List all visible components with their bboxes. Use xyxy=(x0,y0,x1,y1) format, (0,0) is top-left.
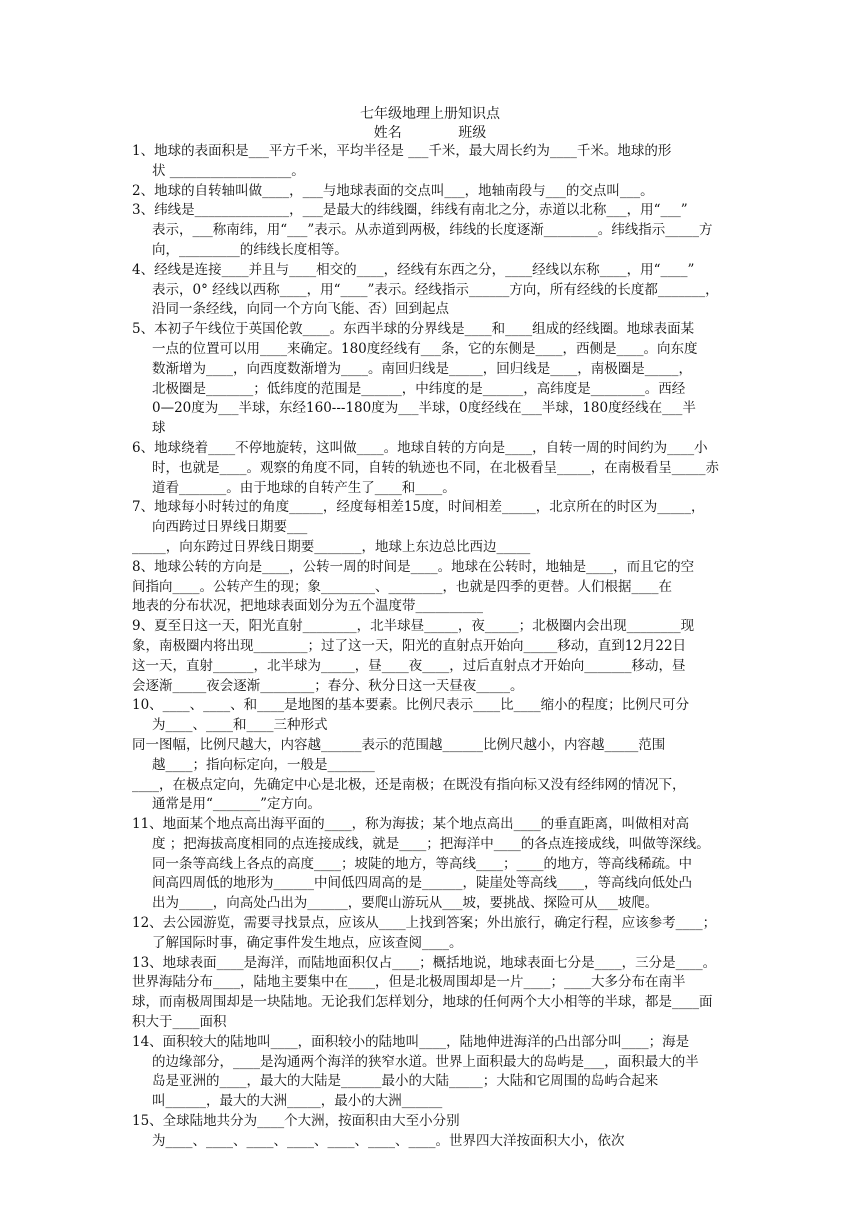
text-line: 2、地球的自转轴叫做____，___与地球表面的交点叫___，地轴南段与___的交点叫___。 xyxy=(132,182,654,199)
text-line: 15、全球陆地共分为____个大洲，按面积由大至小分别 xyxy=(132,1113,460,1130)
text-line: 球，而南极周围却是一块陆地。无论我们怎样划分，地球的任何两个大小相等的半球，都是____面 xyxy=(132,994,713,1011)
text-line: 为____、____和____三种形式 xyxy=(152,717,328,734)
text-line: 的边缘部分，____是沟通两个海洋的狭窄水道。世界上面积最大的岛屿是___，面积最大的半 xyxy=(152,1053,699,1070)
question-list xyxy=(132,142,732,1152)
text-line: 3、纬线是______________，___是最大的纬线圈，纬线有南北之分，赤道以北称___，用“___” xyxy=(132,202,688,219)
text-line: 积大于____面积 xyxy=(132,1014,227,1031)
class-label: 班级 xyxy=(458,125,487,141)
text-line: 4、经线是连接____并且与____相交的____，经线有东西之分，____经线以东称____，用“____” xyxy=(132,261,695,278)
text-line: 会逐渐_____夜会逐渐________；春分、秋分日这一天昼夜_____。 xyxy=(132,677,524,694)
text-line: 度 ；把海拔高度相同的点连接成线，就是____；把海洋中____的各点连接成线，叫做等深线。 xyxy=(152,835,710,852)
text-line: 这一天，直射______，北半球为_____，昼____夜____，过后直射点才开始向_______移动，昼 xyxy=(132,657,686,674)
text-line: 北极圈是_______；低纬度的范围是______，中纬度的是______，高纬度是________。西经 xyxy=(152,380,686,397)
text-line: 0—20度为___半球，东经160---180度为___半球，0度经线在___半球，180度经线在___半 xyxy=(152,400,696,417)
text-line: 时，也就是____。观察的角度不同，自转的轨迹也不同，在北极看呈_____，在南极看呈_____赤 xyxy=(152,459,719,476)
text-line: 同一图幅，比例尺越大，内容越______表示的范围越______比例尺越小，内容越_____范围 xyxy=(132,736,666,753)
text-line: 14、面积较大的陆地叫____，面积较小的陆地叫____，陆地伸进海洋的凸出部分叫____；海是 xyxy=(132,1033,690,1050)
text-line: 沿同一条经线，向同一个方向飞能、否）回到起点 xyxy=(152,301,449,318)
text-line: _____，向东跨过日界线日期要_______，地球上东边总比西边_____ xyxy=(132,538,531,555)
text-line: 8、地球公转的方向是____，公转一周的时间是____。地球在公转时，地轴是____，而且它的空 xyxy=(132,558,695,575)
text-line: 数渐增为____，向西度数渐增为____。南回归线是_____，回归线是____，南极圈是_____， xyxy=(152,360,692,377)
text-line: 越____；指向标定向，一般是_______ xyxy=(152,756,375,773)
text-line: 了解国际时事，确定事件发生地点，应该查阅____。 xyxy=(152,934,463,951)
text-line: 球 xyxy=(152,420,166,437)
text-line: 向西跨过日界线日期要___ xyxy=(152,519,308,536)
document-title: 七年级地理上册知识点 xyxy=(360,106,500,122)
text-line: 11、地面某个地点高出海平面的____，称为海拔；某个地点高出____的垂直距离，叫做相对高 xyxy=(132,816,690,833)
text-line: 通常是用“_______”定方向。 xyxy=(152,796,322,813)
text-line: 世界海陆分布____，陆地主要集中在____，但是北极周围却是一片____；____大多分布在南半 xyxy=(132,974,686,991)
text-line: 岛是亚洲的____，最大的大陆是______最小的大陆_____；大陆和它周围的岛屿合起来 xyxy=(152,1073,659,1090)
text-line: 10、____、____、和____是地图的基本要素。比例尺表示____比____缩小的程度；比例尺可分 xyxy=(132,697,690,714)
name-class-row xyxy=(0,123,860,143)
text-line: 表示，0° 经线以西称____，用“____”表示。经线指示______方向，所有经线的长度都_______， xyxy=(152,281,719,298)
text-line: 13、地球表面____是海洋，而陆地面积仅占____；概括地说，地球表面七分是____，三分是____。 xyxy=(132,954,717,971)
text-line: 叫______，最大的大洲_____，最小的大洲______ xyxy=(152,1093,443,1110)
text-line: 12、去公园游览，需要寻找景点，应该从____上找到答案；外出旅行，确定行程，应该参考____； xyxy=(132,915,717,932)
name-label: 姓名 xyxy=(373,125,402,141)
text-line: 状 __________________。 xyxy=(152,162,305,179)
text-line: 6、地球绕着____不停地旋转，这叫做____。地球自转的方向是____，自转一周的时间约为____小 xyxy=(132,439,708,456)
text-line: 间高四周低的地形为______中间低四周高的是______，陡崖处等高线____，等高线向低处凸 xyxy=(152,875,692,892)
text-line: 象，南极圈内将出现________；过了这一天，阳光的直射点开始向_____移动，直到12月22日 xyxy=(132,637,687,654)
text-line: 道看_______。由于地球的自转产生了____和____。 xyxy=(152,479,456,496)
text-line: 间指向____。公转产生的现；象________、________，也就是四季的更替。人们根据____在 xyxy=(132,578,672,595)
text-line: ____，在极点定向，先确定中心是北极，还是南极；在既没有指向标又没有经纬网的情况下， xyxy=(132,776,686,793)
text-line: 7、地球每小时转过的角度_____，经度每相差15度，时间相差_____，北京所在的时区为_____， xyxy=(132,499,705,516)
text-line: 同一条等高线上各点的高度____；坡陡的地方，等高线____；____的地方，等高线稀疏。中 xyxy=(152,855,692,872)
text-line: 出为_____，向高处凸出为______，要爬山游玩从___坡，要挑战、探险可从___坡爬。 xyxy=(152,895,659,912)
text-line: 1、地球的表面积是___平方千米，平均半径是 ___千米，最大周长约为____千米。地球的形 xyxy=(132,143,672,159)
text-line: 9、夏至日这一天，阳光直射________，北半球昼_____，夜_____；北极圈内会出现________现 xyxy=(132,618,695,635)
text-line: 向，_________的纬线长度相等。 xyxy=(152,241,348,258)
text-line: 表示，___称南纬，用“___”表示。从赤道到两极，纬线的长度逐渐________。纬线指示_____方 xyxy=(152,222,713,239)
text-line: 一点的位置可以用____来确定。180度经线有___条，它的东侧是____，西侧是____。向东度 xyxy=(152,340,698,357)
text-line: 地表的分布状况，把地球表面划分为五个温度带__________ xyxy=(132,598,483,615)
text-line: 5、本初子午线位于英国伦敦____。东西半球的分界线是____和____组成的经线圈。地球表面某 xyxy=(132,321,695,338)
text-line: 为____、____、____、____、____、____、____。世界四大洋按面积大小，依次 xyxy=(152,1132,625,1149)
